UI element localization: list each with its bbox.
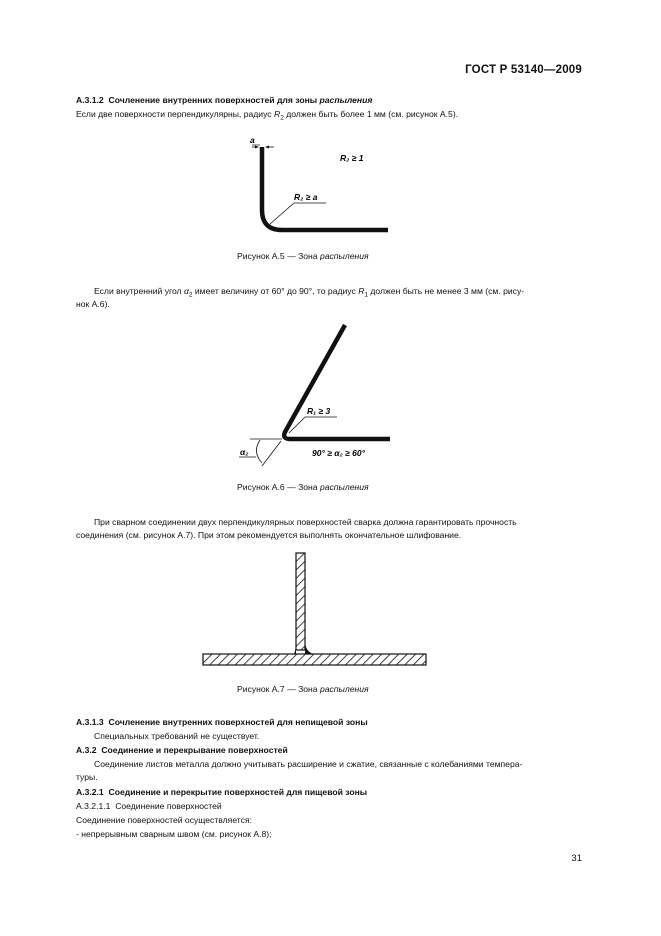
horizontal-plate [203, 654, 426, 665]
caption-italic: распыления [319, 482, 369, 492]
arrow-head [255, 146, 259, 149]
text-run: имеет величину от 60° до 90°, то радиус [192, 286, 359, 296]
paragraph-joint-methods: Соединение поверхностей осуществляется: [76, 815, 252, 825]
section-heading-a321 [76, 786, 367, 798]
var-r: R [273, 109, 281, 119]
heading-number: А.3.1.3 [76, 717, 104, 727]
caption-text: Рисунок А.5 — Зона [237, 251, 320, 261]
label-r1-ge-3: R₁ ≥ 3 [307, 406, 331, 416]
var-sub: 2 [188, 291, 193, 299]
heading-text: Сочленение внутренних поверхностей для зоны [108, 95, 320, 105]
var-alpha: α [183, 286, 189, 296]
arrow-head [265, 146, 269, 149]
sub-text: Соединение поверхностей [115, 801, 222, 811]
paragraph-welding-line1: При сварном соединении двух перпендикулярных поверхностей сварка должна гарантировать прочность [94, 517, 517, 527]
heading-number: А.3.2.1 [76, 787, 104, 797]
text-run: должен быть не менее 3 мм (см. рису- [368, 286, 525, 296]
heading-text: Сочленение внутренних поверхностей для непищевой зоны [108, 717, 368, 727]
heading-italic: распыления [319, 95, 373, 105]
paragraph-sheet-joint-line2: туры. [76, 772, 98, 782]
figure-a6-drawing [239, 325, 390, 466]
heading-text: Соединение и перекрытие поверхностей для пищевой зоны [108, 787, 368, 797]
vertical-plate [296, 553, 305, 650]
page-number: 31 [571, 853, 582, 864]
subsection-a3211 [76, 800, 222, 812]
angle-arc [256, 440, 262, 463]
figure-a5-drawing [250, 135, 388, 230]
figure-a7-drawing [203, 553, 426, 665]
label-r2-ge-a: R₂ ≥ a [294, 192, 318, 202]
caption-italic: распыления [319, 684, 369, 694]
caption-figure-a7 [237, 684, 369, 694]
label-a: a [250, 135, 255, 145]
var-sub: 1 [364, 291, 369, 299]
radius-leader-line [270, 203, 294, 224]
angle-line [262, 441, 281, 466]
heading-text: Соединение и перекрывание поверхностей [101, 745, 288, 755]
text-run: Если внутренний угол [94, 286, 184, 296]
paragraph-sheet-joint-line1: Соединение листов металла должно учитывать расширение и сжатие, связанные с колебаниями темпера- [94, 759, 523, 769]
section-heading-a313 [76, 716, 368, 728]
caption-italic: распыления [319, 251, 369, 261]
label-r2-gt-1: R₂ ≥ 1 [340, 153, 364, 163]
var-sub: 2 [280, 114, 284, 122]
paragraph-angle-alpha2 [94, 285, 524, 302]
var-r: R [358, 286, 365, 296]
paragraph-no-requirements: Специальных требований не существует. [94, 731, 260, 741]
label-alpha2: α₂ [240, 447, 249, 457]
text-run: Если две поверхности перпендикулярны, радиус [76, 109, 274, 119]
text-run: должен быть более 1 мм (см. рисунок А.5). [283, 109, 459, 119]
section-heading-a32 [76, 744, 288, 756]
heading-number: А.3.2 [76, 745, 97, 755]
caption-figure-a6 [237, 482, 369, 492]
paragraph-line2: нок А.6). [76, 299, 110, 309]
list-item-continuous-weld: - непрерывным сварным швом (см. рисунок А.8); [76, 829, 272, 839]
sub-number: А.3.2.1.1 [76, 801, 111, 811]
weld-right [305, 640, 314, 654]
caption-figure-a5 [237, 251, 369, 261]
bent-sheet-profile [262, 147, 388, 230]
label-angle-range: 90° ≥ α₂ ≥ 60° [312, 448, 365, 458]
caption-text: Рисунок А.7 — Зона [237, 684, 320, 694]
document-id: ГОСТ Р 53140—2009 [465, 64, 582, 76]
caption-text: Рисунок А.6 — Зона [237, 482, 320, 492]
heading-number: А.3.1.2 [76, 95, 104, 105]
paragraph-welding-line2: соединения (см. рисунок А.7). При этом рекомендуется выполнять окончательное шлифование. [76, 530, 462, 540]
